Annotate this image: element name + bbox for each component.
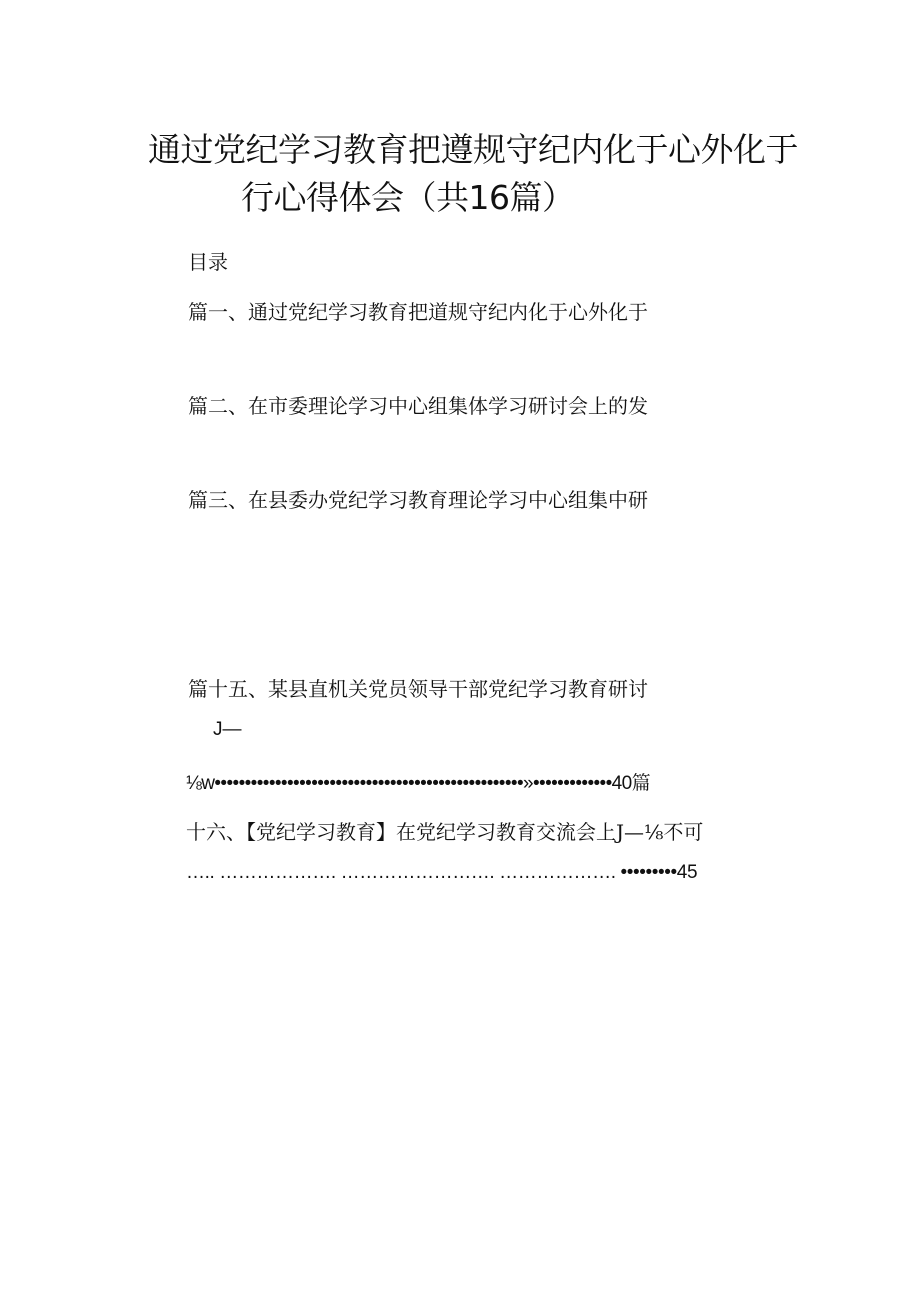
- toc-entry-1[interactable]: 篇一、通过党纪学习教育把道规守纪内化于心外化于: [188, 300, 648, 324]
- toc-fragment: J—: [213, 719, 242, 740]
- toc-leader-line-2: ….. ………………. ……………………. ………………. •••••••••45: [186, 862, 698, 883]
- toc-entry-16[interactable]: 十六、【党纪学习教育】在党纪学习教育交流会上J—⅛不可: [186, 820, 704, 844]
- toc-entry-3[interactable]: 篇三、在县委办党纪学习教育理论学习中心组集中研: [188, 488, 648, 512]
- toc-heading: 目录: [188, 250, 228, 274]
- document-title-line-1: 通过党纪学习教育把遵规守纪内化于心外化于: [148, 130, 798, 169]
- document-title-line-2: 行心得体会（共16篇）: [241, 178, 575, 217]
- toc-leader-line-1: ⅛w•••••••••••••••••••••••••••••••••••••••••••••••••••»•••••••••••••40篇: [186, 773, 650, 794]
- toc-entry-2[interactable]: 篇二、在市委理论学习中心组集体学习研讨会上的发: [188, 394, 648, 418]
- toc-entry-15[interactable]: 篇十五、某县直机关党员领导干部党纪学习教育研讨: [188, 677, 648, 701]
